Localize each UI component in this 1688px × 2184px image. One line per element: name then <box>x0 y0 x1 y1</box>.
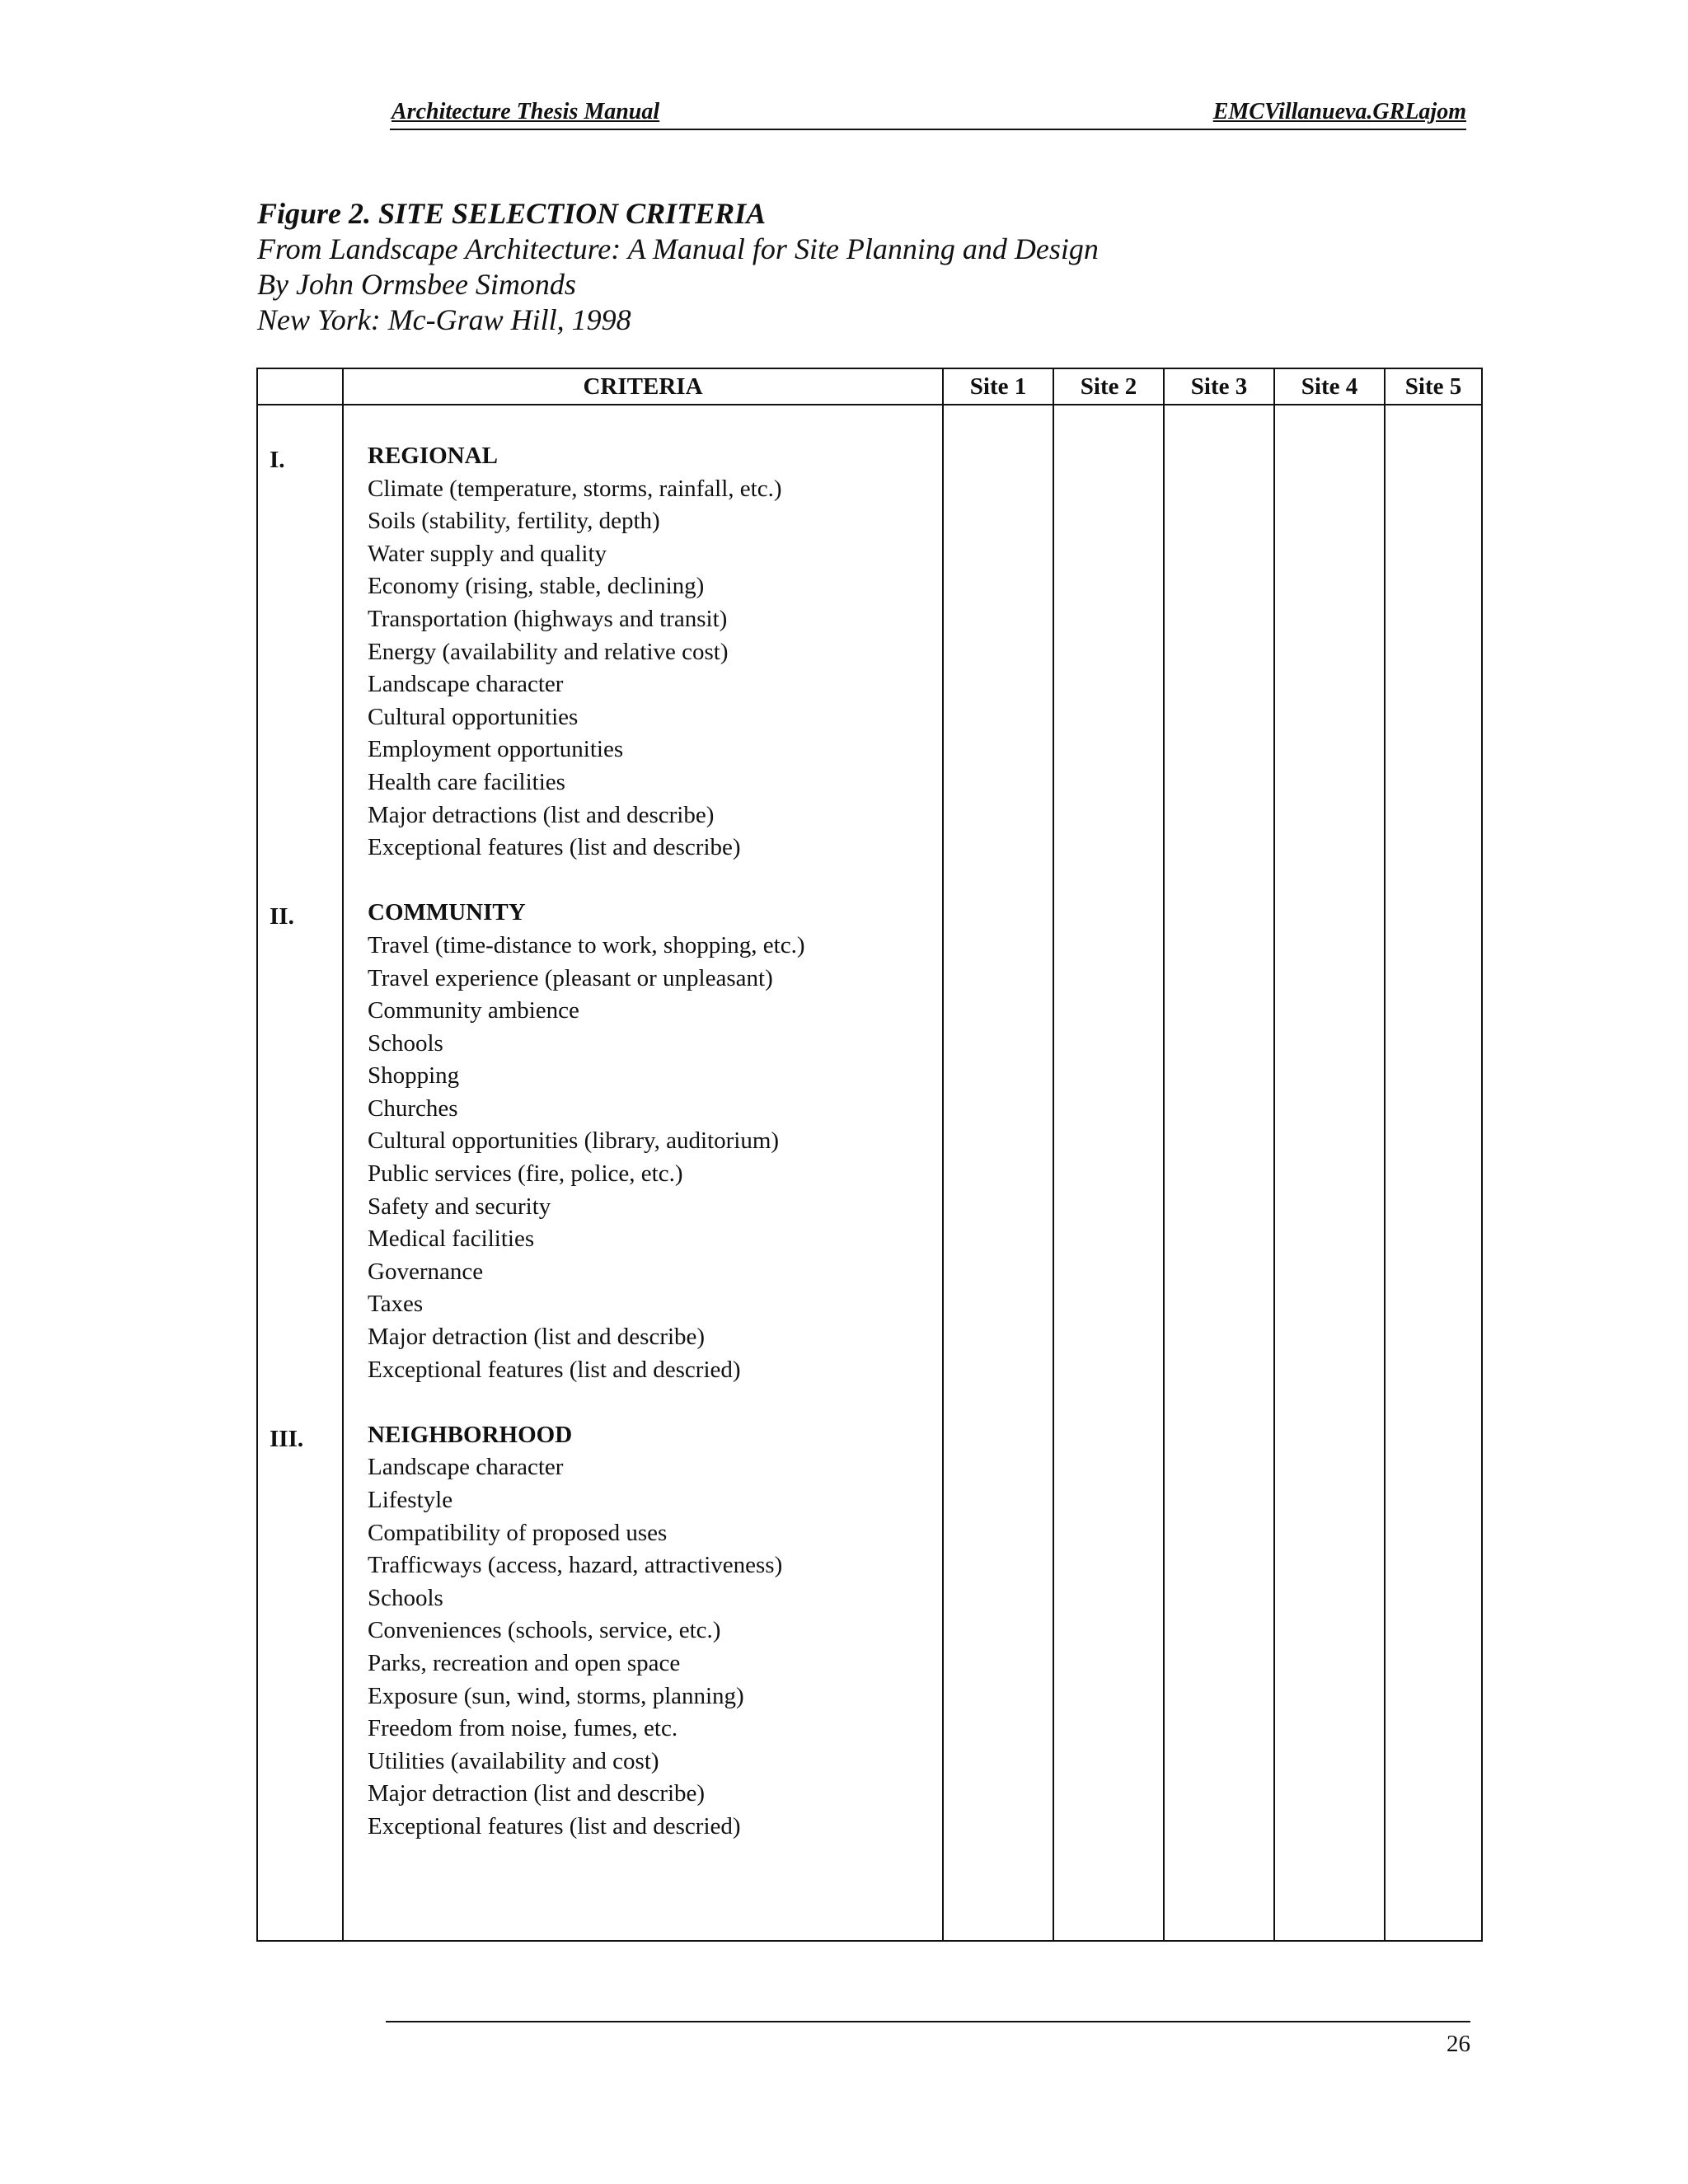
column-header-site-4: Site 4 <box>1301 373 1358 400</box>
column-divider <box>1163 369 1165 1940</box>
criteria-item: Exceptional features (list and descried) <box>368 1812 741 1840</box>
section-spacer <box>368 865 961 898</box>
criteria-item: Lifestyle <box>368 1487 453 1513</box>
criteria-item: Public services (fire, police, etc.) <box>368 1160 683 1188</box>
criteria-item: Energy (availability and relative cost) <box>368 638 729 665</box>
criteria-item: Cultural opportunities <box>368 703 579 730</box>
criteria-item: Exceptional features (list and descried) <box>368 1356 741 1383</box>
criteria-item: Taxes <box>368 1291 424 1318</box>
criteria-item: Transportation (highways and transit) <box>368 605 728 632</box>
header-authors: EMCVillanueva.GRLajom <box>1212 99 1466 124</box>
criteria-item: Trafficways (access, hazard, attractiveness) <box>368 1552 783 1579</box>
section-title-neighborhood: NEIGHBORHOOD <box>368 1421 573 1448</box>
criteria-item: Shopping <box>368 1062 460 1090</box>
criteria-item: Travel experience (pleasant or unpleasant) <box>368 964 773 991</box>
site-selection-table <box>256 368 1483 1942</box>
column-header-site-2: Site 2 <box>1080 373 1137 400</box>
criteria-item: Major detraction (list and describe) <box>368 1780 706 1807</box>
header-title: Architecture Thesis Manual <box>392 99 660 124</box>
criteria-item: Soils (stability, fertility, depth) <box>368 508 660 535</box>
figure-author-line: By John Ormsbee Simonds <box>257 268 576 301</box>
figure-title: Figure 2. SITE SELECTION CRITERIA <box>257 197 767 230</box>
criteria-item: Exposure (sun, wind, storms, planning) <box>368 1682 744 1709</box>
section-number-community: II. <box>270 903 294 930</box>
criteria-item: Climate (temperature, storms, rainfall, etc.) <box>368 475 782 502</box>
figure-source-line: From Landscape Architecture: A Manual for Site Planning and Design <box>257 232 1099 265</box>
criteria-item: Schools <box>368 1584 443 1611</box>
criteria-item: Travel (time-distance to work, shopping, etc.) <box>368 931 805 958</box>
header-row-divider <box>258 404 1481 405</box>
section-title-community: COMMUNITY <box>368 899 526 926</box>
figure-publisher-line: New York: Mc-Graw Hill, 1998 <box>257 303 631 336</box>
criteria-item: Freedom from noise, fumes, etc. <box>368 1715 678 1742</box>
column-divider <box>1384 369 1386 1940</box>
section-number-neighborhood: III. <box>270 1426 304 1452</box>
criteria-item: Water supply and quality <box>368 540 607 567</box>
section-spacer <box>368 1386 961 1419</box>
criteria-item: Major detractions (list and describe) <box>368 801 715 828</box>
criteria-item: Employment opportunities <box>368 736 624 763</box>
criteria-item: Churches <box>368 1094 458 1122</box>
criteria-list <box>368 440 961 1844</box>
criteria-item: Conveniences (schools, service, etc.) <box>368 1617 721 1644</box>
criteria-item: Landscape character <box>368 1454 564 1481</box>
footer-rule <box>386 2021 1470 2022</box>
figure-caption <box>257 196 1099 338</box>
criteria-item: Medical facilities <box>368 1226 535 1253</box>
running-header <box>390 97 1466 130</box>
column-header-site-3: Site 3 <box>1190 373 1248 400</box>
criteria-item: Exceptional features (list and describe) <box>368 834 741 861</box>
criteria-item: Utilities (availability and cost) <box>368 1747 659 1774</box>
criteria-item: Cultural opportunities (library, auditorium) <box>368 1127 780 1155</box>
criteria-item: Parks, recreation and open space <box>368 1649 681 1676</box>
column-header-site-1: Site 1 <box>969 373 1027 400</box>
criteria-item: Compatibility of proposed uses <box>368 1519 668 1546</box>
criteria-item: Community ambience <box>368 997 579 1024</box>
criteria-item: Health care facilities <box>368 768 565 795</box>
column-divider <box>1053 369 1054 1940</box>
column-divider <box>1273 369 1275 1940</box>
column-header-site-5: Site 5 <box>1404 373 1462 400</box>
criteria-item: Schools <box>368 1029 443 1057</box>
column-divider <box>342 369 344 1940</box>
page-number: 26 <box>1447 2031 1470 2057</box>
section-title-regional: REGIONAL <box>368 443 498 469</box>
criteria-item: Economy (rising, stable, declining) <box>368 573 705 600</box>
criteria-item: Governance <box>368 1258 484 1285</box>
criteria-item: Safety and security <box>368 1193 551 1220</box>
criteria-item: Landscape character <box>368 671 564 698</box>
column-header-criteria: CRITERIA <box>583 373 703 400</box>
section-number-regional: I. <box>270 447 285 473</box>
criteria-item: Major detraction (list and describe) <box>368 1324 706 1351</box>
